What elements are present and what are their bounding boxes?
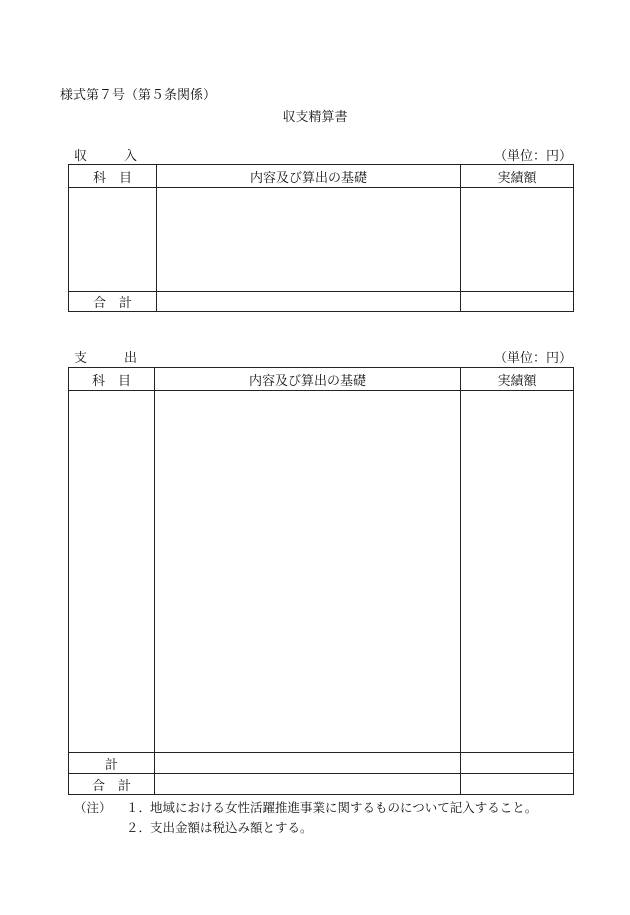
income-total-basis-cell[interactable] bbox=[157, 292, 461, 312]
form-number: 様式第７号（第５条関係） bbox=[60, 88, 217, 103]
notes-prefix: （注） bbox=[74, 800, 112, 815]
income-item-cell[interactable] bbox=[69, 188, 157, 292]
income-table bbox=[68, 164, 574, 312]
income-heading: 収 入 bbox=[74, 149, 150, 164]
expense-subtotal-basis-cell[interactable] bbox=[155, 753, 461, 774]
expense-heading: 支 出 bbox=[74, 351, 150, 366]
expense-entry-row bbox=[69, 391, 574, 753]
note-number: １． bbox=[126, 800, 152, 815]
expense-total-basis-cell[interactable] bbox=[155, 774, 461, 795]
income-entry-row bbox=[69, 188, 574, 292]
expense-subtotal-row bbox=[69, 753, 574, 774]
expense-header-row bbox=[69, 368, 574, 391]
expense-subtotal-amount-cell[interactable] bbox=[461, 753, 574, 774]
expense-basis-cell[interactable] bbox=[155, 391, 461, 753]
notes bbox=[74, 802, 537, 842]
note-item bbox=[74, 822, 537, 842]
income-header-item: 科 目 bbox=[69, 165, 157, 188]
income-total-amount-cell[interactable] bbox=[461, 292, 574, 312]
income-header-row bbox=[69, 165, 574, 188]
income-header-amount: 実績額 bbox=[461, 165, 574, 188]
note-item bbox=[74, 802, 537, 822]
expense-subtotal-label: 計 bbox=[69, 753, 155, 774]
income-amount-cell[interactable] bbox=[461, 188, 574, 292]
note-text: 支出金額は税込み額とする。 bbox=[150, 820, 313, 835]
expense-item-cell[interactable] bbox=[69, 391, 155, 753]
expense-header-basis: 内容及び算出の基礎 bbox=[155, 368, 461, 391]
expense-table bbox=[68, 367, 574, 795]
expense-total-amount-cell[interactable] bbox=[461, 774, 574, 795]
expense-header-amount: 実績額 bbox=[461, 368, 574, 391]
note-text: 地域における女性活躍推進事業に関するものについて記入すること。 bbox=[150, 800, 538, 815]
expense-amount-cell[interactable] bbox=[461, 391, 574, 753]
expense-unit-label: （単位：円） bbox=[493, 351, 572, 366]
income-basis-cell[interactable] bbox=[157, 188, 461, 292]
document-title: 収支精算書 bbox=[282, 110, 348, 125]
income-header-basis: 内容及び算出の基礎 bbox=[157, 165, 461, 188]
expense-total-row bbox=[69, 774, 574, 795]
income-total-row bbox=[69, 292, 574, 312]
expense-header-item: 科 目 bbox=[69, 368, 155, 391]
income-total-label: 合 計 bbox=[69, 292, 157, 312]
income-unit-label: （単位：円） bbox=[493, 149, 572, 164]
expense-total-label: 合 計 bbox=[69, 774, 155, 795]
note-number: ２． bbox=[126, 820, 152, 835]
